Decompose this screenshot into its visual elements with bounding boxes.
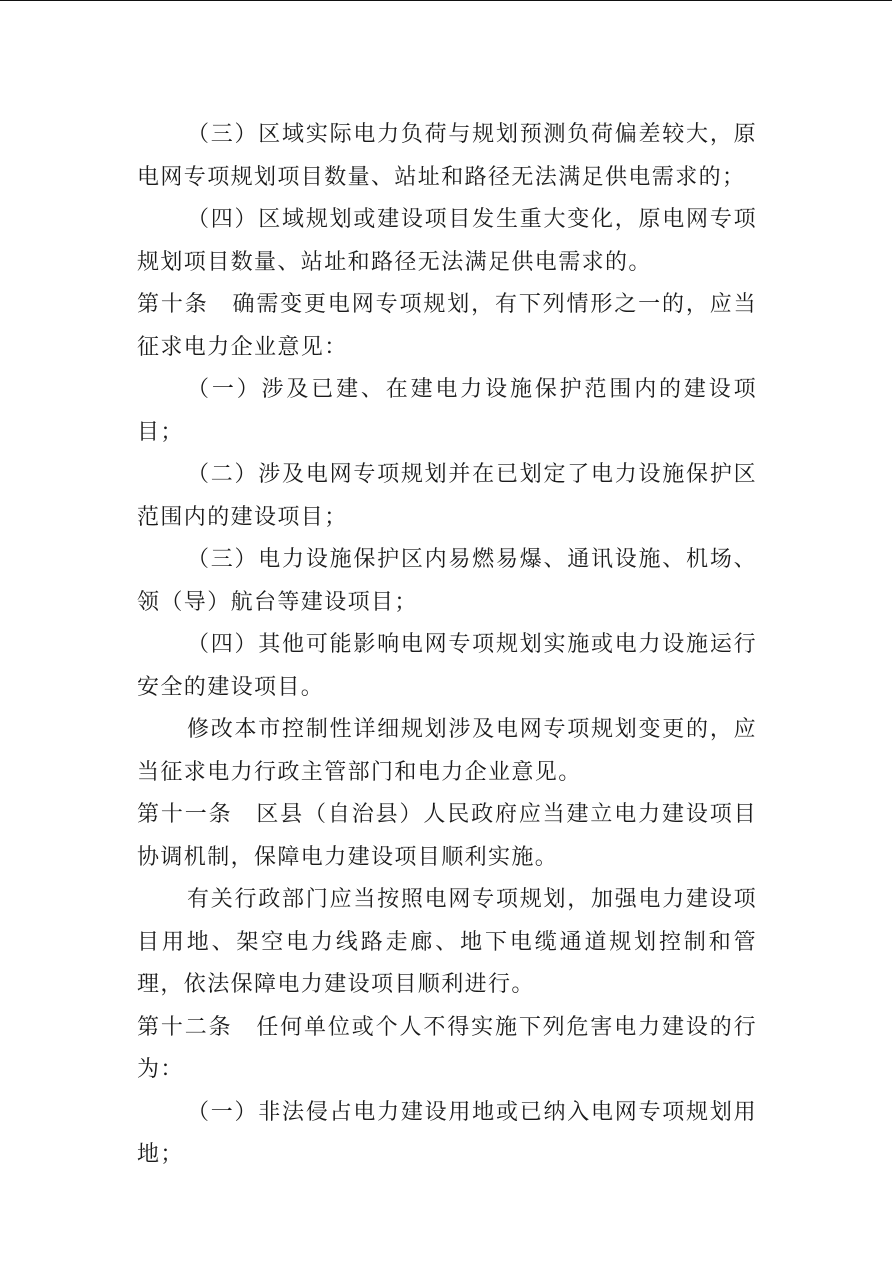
article-10-item-2: （二）涉及电网专项规划并在已划定了电力设施保护区范围内的建设项目； xyxy=(137,462,757,530)
article-10: 第十条 确需变更电网专项规划，有下列情形之一的，应当征求电力企业意见： xyxy=(137,292,757,360)
article-11: 第十一条 区县（自治县）人民政府应当建立电力建设项目协调机制，保障电力建设项目顺利实施。 xyxy=(137,802,757,870)
clause-item-4-major-change: （四）区域规划或建设项目发生重大变化，原电网专项规划项目数量、站址和路径无法满足供电需求的。 xyxy=(137,207,757,275)
article-11-paragraph-2: 有关行政部门应当按照电网专项规划，加强电力建设项目用地、架空电力线路走廊、地下电缆通道规划控制和管理，依法保障电力建设项目顺利进行。 xyxy=(137,887,757,997)
article-10-item-1: （一）涉及已建、在建电力设施保护范围内的建设项目； xyxy=(137,377,757,445)
article-12-item-1: （一）非法侵占电力建设用地或已纳入电网专项规划用地； xyxy=(137,1099,757,1167)
document-body xyxy=(137,114,757,1177)
article-10-item-4: （四）其他可能影响电网专项规划实施或电力设施运行安全的建设项目。 xyxy=(137,632,757,700)
article-10-paragraph-2: 修改本市控制性详细规划涉及电网专项规划变更的，应当征求电力行政主管部门和电力企业意见。 xyxy=(137,717,757,785)
article-12: 第十二条 任何单位或个人不得实施下列危害电力建设的行为： xyxy=(137,1014,757,1082)
article-10-item-3: （三）电力设施保护区内易燃易爆、通讯设施、机场、领（导）航台等建设项目； xyxy=(137,547,757,615)
clause-item-3-deviation: （三）区域实际电力负荷与规划预测负荷偏差较大，原电网专项规划项目数量、站址和路径无法满足供电需求的； xyxy=(137,122,757,190)
